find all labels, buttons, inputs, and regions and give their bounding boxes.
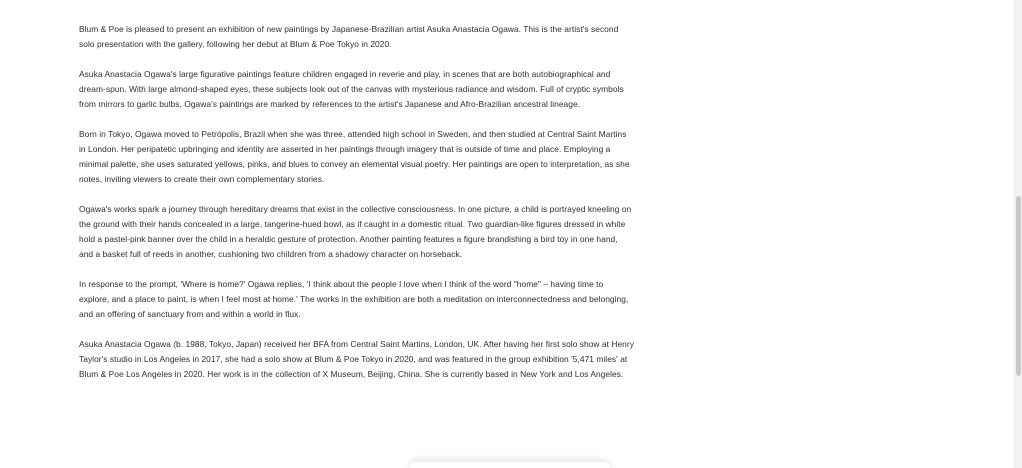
paragraph-home: In response to the prompt, 'Where is home?' Ogawa replies, 'I think about the people I love when I think of the word "home" – having time to explore, and a place to paint, is when I feel most at home.' The works in the exhibition are both a meditation on interconnectedness and belonging, and an offering of sanctuary from and within a world in flux. <box>79 279 629 319</box>
scrollbar-thumb[interactable] <box>1016 196 1021 376</box>
paragraph-biography: Born in Tokyo, Ogawa moved to Petrópolis, Brazil when she was three, attended high school in Sweden, and then studied at Central Saint Martins in London. Her peripatetic upbringing and identity are asserted in her paintings through imagery that is outside of time and place. Employing a minimal palette, she uses saturated yellows, pinks, and blues to convey an elemental visual poetry. Her paintings are open to interpretation, as she notes, inviting viewers to create their own complementary stories. <box>79 129 630 184</box>
scrollbar[interactable] <box>1014 0 1022 468</box>
article-body <box>79 22 634 397</box>
paragraph-bio-details: Asuka Anastacia Ogawa (b. 1988, Tokyo, Japan) received her BFA from Central Saint Martins, London, UK. After having her first solo show at Henry Taylor's studio in Los Angeles in 2017, she had a solo show at Blum & Poe Tokyo in 2020, and was featured in the group exhibition '5,471 miles' at Blum & Poe Los Angeles in 2020. Her work is in the collection of X Museum, Beijing, China. She is currently based in New York and Los Angeles. <box>79 339 634 379</box>
paragraph-hereditary-dreams: Ogawa's works spark a journey through hereditary dreams that exist in the collective consciousness. In one picture, a child is portrayed kneeling on the ground with their hands concealed in a large, tangerine-hued bowl, as if caught in a domestic ritual. Two guardian-like figures dressed in white hold a pastel-pink banner over the child in a heraldic gesture of protection. Another painting features a figure brandishing a bird toy in one hand, and a basket full of reeds in another, cushioning two children from a shadowy character on horseback. <box>79 204 632 259</box>
paragraph-intro: Blum & Poe is pleased to present an exhibition of new paintings by Japanese-Brazilian artist Asuka Anastacia Ogawa. This is the artist's second solo presentation with the gallery, following her debut at Blum & Poe Tokyo in 2020. <box>79 24 619 49</box>
floating-panel-edge <box>410 462 610 468</box>
paragraph-figurative-paintings: Asuka Anastacia Ogawa's large figurative paintings feature children engaged in reverie and play, in scenes that are both autobiographical and dream-spun. With large almond-shaped eyes, these subjects look out of the canvas with mysterious radiance and wisdom. Full of cryptic symbols from mirrors to garlic bulbs, Ogawa's paintings are marked by references to the artist's Japanese and Afro-Brazilian ancestral lineage. <box>79 69 624 109</box>
